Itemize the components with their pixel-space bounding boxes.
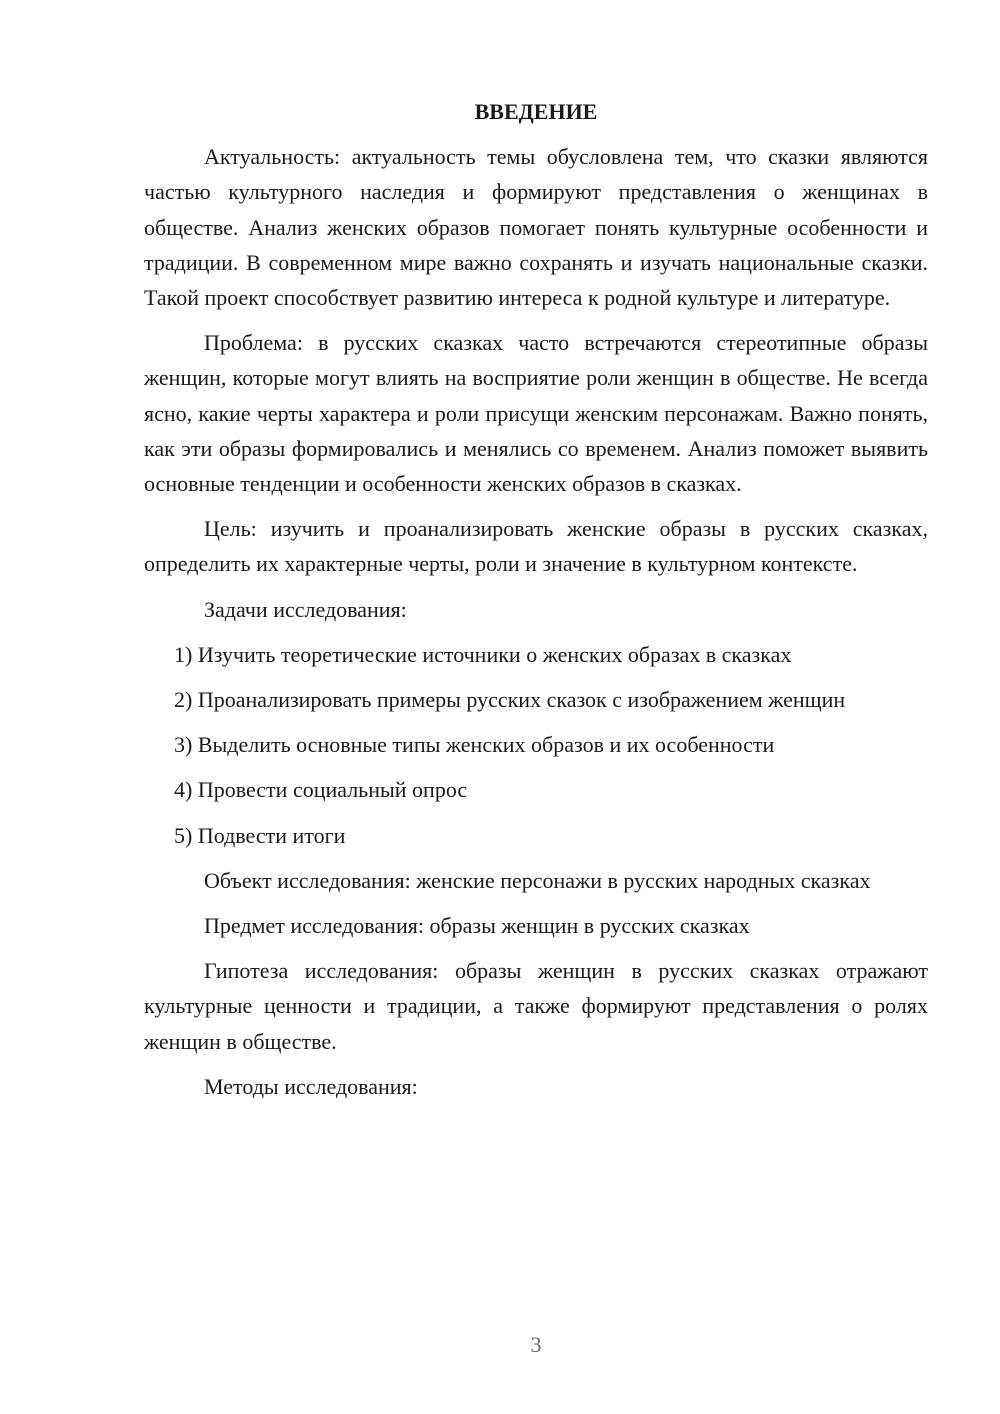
- problem-paragraph: Проблема: в русских сказках часто встречаются стереотипные образы женщин, которые могут влиять на восприятие роли женщин в обществе. Не всегда ясно, какие черты характера и роли присущи женским персонажам. Важно понять, как эти образы формировались и менялись со временем. Анализ поможет выявить основные тенденции и особенности женских образов в сказках.: [144, 330, 928, 497]
- task-item: 1) Изучить теоретические источники о женских образах в сказках: [174, 641, 792, 667]
- task-item: 4) Провести социальный опрос: [174, 777, 468, 803]
- page-content: [144, 94, 928, 1114]
- goal-paragraph: Цель: изучить и проанализировать женские образы в русских сказках, определить их характерные черты, роли и значение в культурном контексте.: [144, 516, 928, 577]
- task-item: 2) Проанализировать примеры русских сказок с изображением женщин: [174, 687, 846, 713]
- page-number: 3: [530, 1332, 542, 1357]
- object-paragraph: Объект исследования: женские персонажи в русских народных сказках: [204, 867, 871, 893]
- methods-heading: Методы исследования:: [204, 1073, 418, 1099]
- tasks-heading: Задачи исследования:: [204, 596, 407, 622]
- task-item: 5) Подвести итоги: [174, 822, 346, 848]
- task-item: 3) Выделить основные типы женских образов и их особенности: [174, 732, 775, 758]
- hypothesis-paragraph: Гипотеза исследования: образы женщин в русских сказках отражают культурные ценности и традиции, а также формируют представления о ролях женщин в обществе.: [144, 958, 928, 1054]
- subject-paragraph: Предмет исследования: образы женщин в русских сказках: [204, 913, 750, 939]
- relevance-paragraph: Актуальность: актуальность темы обусловлена тем, что сказки являются частью культурного наследия и формируют представления о женщинах в обществе. Анализ женских образов помогает понять культурные особенности и традиции. В современном мире важно сохранять и изучать национальные сказки. Такой проект способствует развитию интереса к родной культуре и литературе.: [144, 144, 928, 311]
- section-title: ВВЕДЕНИЕ: [474, 99, 598, 124]
